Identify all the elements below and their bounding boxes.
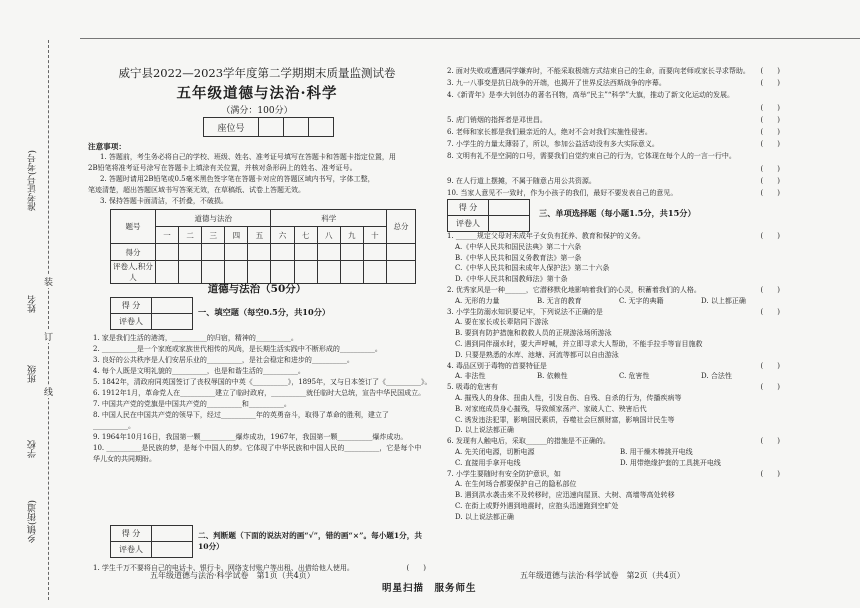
note-line: 3. 保持答题卡面清洁，不折叠，不破损。 bbox=[100, 197, 228, 206]
score-row-label: 得分 bbox=[111, 244, 156, 261]
choice-option: C. 无字的典籍 bbox=[619, 296, 664, 305]
fill-question: 9. 1964年10月16日，我国第一颗__________爆炸成功，1967年，我国第一颗__________爆炸成功。 bbox=[93, 433, 408, 441]
part1-questions bbox=[93, 333, 432, 465]
choice-option: D. 以上说法都正确 bbox=[455, 512, 514, 521]
fill-question: 2. __________是一个家庭或家族世代相传的风尚，是长期生活实践中不断形成的__________。 bbox=[93, 345, 382, 353]
part3-score-box bbox=[447, 199, 530, 232]
choice-question: 3. 小学生防溺水知识要记牢，下列说法不正确的是 ( ) bbox=[447, 307, 780, 316]
notes-block bbox=[88, 141, 426, 207]
judge-question-text: 5. 虎门销烟的指挥者是邓世昌。 bbox=[447, 115, 547, 124]
seat-cell bbox=[309, 118, 334, 137]
fill-question: 5. 1842年，清政府同英国签订了丧权辱国的中英《__________》，1895年，又与日本签订了《__________》。 bbox=[93, 378, 432, 386]
top-border-line bbox=[80, 38, 860, 39]
class-label: 班级 bbox=[28, 365, 38, 383]
note-line: 笔迹清楚，超出答题区域书写答案无效，在草稿纸、试卷上答题无效。 bbox=[88, 186, 305, 195]
school-label: 学校 bbox=[28, 440, 38, 458]
note-line: 2B铅笔将准考证号涂写在答题卡上填涂有关位置，并核对条形码上的姓名、准考证号。 bbox=[88, 164, 357, 173]
answer-paren: ( ) bbox=[406, 564, 426, 572]
fill-question: 4. 每个人既是文明礼貌的__________，也是和谐生活的__________。 bbox=[93, 367, 305, 375]
score-table-header-science: 科学 bbox=[271, 210, 387, 227]
judge-question: 6. 老师和家长都是我们最亲近的人，绝对不会对我们实施性侵害。 ( ) bbox=[447, 128, 780, 137]
binding-strip bbox=[8, 40, 76, 600]
score-table-header-total: 总分 bbox=[387, 210, 416, 244]
score-col: 九 bbox=[340, 227, 363, 244]
judge-question-text: 1. 学生千万不要将自己的电话卡、银行卡、网络支付账户等出租、出借给他人使用。 bbox=[93, 564, 354, 572]
answer-paren: ( ) bbox=[760, 103, 780, 112]
judge-question: 9. 在人行道上摆摊，不属于随意占用公共资源。 ( ) bbox=[447, 176, 780, 185]
judge-question-text: 10. 当家人意见不一致时，作为小孩子的我们，最好不要发表自己的意见。 bbox=[447, 189, 678, 198]
part2-title bbox=[198, 530, 426, 552]
choice-option: C. 诱发违法犯罪，影响国民素质，吞噬社会巨额财富，影响国计民生等 bbox=[455, 415, 675, 424]
choice-option: C.《中华人民共和国未成年人保护法》第二十六条 bbox=[455, 264, 610, 273]
part2-score-box bbox=[110, 525, 193, 558]
judge-question-text: 9. 在人行道上摆摊，不属于随意占用公共资源。 bbox=[447, 176, 596, 185]
choice-option: B. 用干燥木棒挑开电线 bbox=[620, 447, 693, 456]
score-col: 七 bbox=[294, 227, 317, 244]
score-col: 十 bbox=[363, 227, 386, 244]
choice-question: 6. 发现有人触电后，采取______的措施是不正确的。 ( ) bbox=[447, 437, 780, 446]
judge-question: 3. 九一八事变是抗日战争的开端，也揭开了世界反法西斯战争的序幕。 ( ) bbox=[447, 79, 780, 88]
score-table-header-num: 题号 bbox=[111, 210, 156, 244]
seat-number-box bbox=[203, 117, 334, 137]
score-col: 五 bbox=[248, 227, 271, 244]
part1-score-box bbox=[110, 297, 193, 330]
judge-question bbox=[447, 89, 780, 101]
fill-question: 1. 家是我们生活的港湾，__________的归宿，精神的__________。 bbox=[93, 334, 298, 342]
choice-question: 1. ______规定父母对未成年子女负有抚养、教育和保护的义务。 ( ) bbox=[447, 232, 780, 240]
score-col: 三 bbox=[202, 227, 225, 244]
choice-option: D. 只要是熟悉的水库、池塘、河流等都可以自由游泳 bbox=[455, 350, 619, 359]
choice-options-row bbox=[447, 458, 780, 469]
choice-option: C. 遇到同伴溺水时，要大声呼喊，并立即寻求大人帮助，不能手拉手等盲目施救 bbox=[455, 339, 703, 348]
score-box-label: 得 分 bbox=[111, 298, 152, 314]
choice-option: D. 用带绝缘护套的工具挑开电线 bbox=[620, 458, 721, 467]
choice-option: B. 无言的教育 bbox=[537, 296, 582, 305]
name-label: 姓名 bbox=[28, 295, 38, 313]
fill-question: 8. 中国人民在中国共产党的领导下，经过__________年的英勇奋斗，取得了革命的胜利，建立了__________。 bbox=[93, 411, 389, 430]
choice-options-row bbox=[447, 447, 780, 458]
seat-cell bbox=[284, 118, 309, 137]
choice-option: C. 直接用手拿开电线 bbox=[455, 458, 521, 467]
notes-title: 注意事项： bbox=[88, 142, 126, 151]
judge-question-text: 4.《新青年》是李大钊创办的著名刊物，高举“民主”“科学”大旗，推动了新文化运动的发展。 bbox=[447, 91, 734, 100]
judge-question-text: 2. 面对失败或遭遇同学嫌弃时，不能采取极端方式结束自己的生命，而要向老师或家长寻求帮助。 bbox=[447, 67, 750, 75]
choice-question: 7. 小学生要随时有安全防护意识，如 ( ) bbox=[447, 469, 780, 478]
binding-mark-ding: 订 bbox=[44, 330, 53, 343]
score-col: 六 bbox=[271, 227, 294, 244]
choice-question: 4. 毒品区别于毒物的首要特征是 ( ) bbox=[447, 361, 780, 370]
seat-cell bbox=[259, 118, 284, 137]
choice-option: D. 合法性 bbox=[701, 372, 732, 381]
choice-options-row bbox=[447, 296, 780, 307]
choice-option: A. 在生何场合都要保护自己的隐私部位 bbox=[455, 480, 577, 489]
fill-question: 10. __________是民族的梦，是每个中国人的梦。它体现了中华民族和中国人民的__________，它是每个中华儿女的共同期盼。 bbox=[93, 444, 422, 463]
choice-option: A. 摧残人的身体、扭曲人性，引发自伤、自残、自杀的行为，传播疾病等 bbox=[455, 393, 682, 402]
choice-option: A. 要在家长或长辈陪同下游泳 bbox=[455, 318, 549, 327]
binding-mark-xian: 线 bbox=[44, 385, 53, 398]
page2-footer: 五年级道德与法治·科学试卷 第2页（共4页） bbox=[520, 571, 685, 580]
choice-option: D.《中华人民共和国教师法》第十条 bbox=[455, 275, 568, 284]
judge-question-text: 7. 小学生的力量太薄弱了，所以，参加公益活动没有多大实际意义。 bbox=[447, 140, 659, 149]
choice-option: A.《中华人民共和国民法典》第二十六条 bbox=[455, 242, 582, 251]
score-box-label: 得 分 bbox=[448, 200, 489, 216]
full-score: （满分：100分） bbox=[221, 106, 293, 116]
fill-question: 3. 良好的公共秩序是人们安居乐业的__________，是社会稳定和进步的__________。 bbox=[93, 356, 354, 364]
judge-question: 10. 当家人意见不一致时，作为小孩子的我们，最好不要发表自己的意见。 ( ) bbox=[447, 189, 780, 198]
score-col: 八 bbox=[317, 227, 340, 244]
binding-mark-zhuang: 装 bbox=[44, 275, 53, 288]
score-table bbox=[110, 209, 416, 284]
judge-question-text: 8. 文明有礼不是空洞的口号，需要我们自觉约束自己的行为，它体现在每个人的一言一行中。 bbox=[447, 152, 736, 161]
part2-title-a: 二、判断题（下面的说法对的画“√”，错的画“×”。每小题1分，共 bbox=[198, 531, 422, 540]
page1-footer: 五年级道德与法治·科学试卷 第1页（共4页） bbox=[150, 571, 315, 580]
score-col: 二 bbox=[179, 227, 202, 244]
judge-question-text: 6. 老师和家长都是我们最亲近的人，绝对不会对我们实施性侵害。 bbox=[447, 128, 652, 137]
part3-title: 三、单项选择题（每小题1.5分，共15分） bbox=[539, 208, 696, 218]
choice-question: 2. 优秀家风是一种______，它潜移默化地影响着我们的心灵，积蓄着我们的人格。 ( ) bbox=[447, 285, 780, 294]
judge-question: 2. 面对失败或遭遇同学嫌弃时，不能采取极端方式结束自己的生命，而要向老师或家长寻求帮助。 ( ) bbox=[447, 67, 780, 75]
part1-title: 一、填空题（每空0.5分，共10分） bbox=[198, 307, 331, 317]
exam-number-label: 准考证号(考号) bbox=[28, 150, 38, 212]
score-table-header-moral: 道德与法治 bbox=[156, 210, 271, 227]
page-title: 五年级道德与法治·科学 bbox=[176, 85, 338, 102]
note-line: 2. 答题时请用2B铅笔或0.5毫米黑色签字笔在答题卡对应的答题区域内书写，字体工整， bbox=[100, 175, 375, 184]
score-col: 一 bbox=[156, 227, 179, 244]
note-line: 1. 答题前，考生务必将自己的学校、班级、姓名、准考证号填写在答题卡和答题卡指定位置，用 bbox=[100, 153, 396, 162]
judge-question: 5. 虎门销烟的指挥者是邓世昌。 ( ) bbox=[447, 115, 780, 124]
choice-option: B. 要到有防护措施和救救人员的正规游泳场所游泳 bbox=[455, 329, 612, 338]
part2-title-b: 10分） bbox=[198, 542, 224, 551]
grader-box-label: 评卷人 bbox=[448, 216, 489, 232]
choice-option: A. 先关闭电源，切断电源 bbox=[455, 447, 535, 456]
choice-question: 5. 吸毒的危害有 ( ) bbox=[447, 383, 780, 392]
choice-option: B. 对家庭成员身心摧残，导致倾家荡产、家破人亡、殃害后代 bbox=[455, 404, 647, 413]
binding-cut-line bbox=[48, 40, 49, 600]
choice-option: A. 无形的力量 bbox=[455, 296, 500, 305]
choice-options-row bbox=[447, 371, 780, 382]
score-box-label: 得 分 bbox=[111, 526, 152, 542]
grader-box-label: 评卷人 bbox=[111, 314, 152, 330]
judge-question: 7. 小学生的力量太薄弱了，所以，参加公益活动没有多大实际意义。 ( ) bbox=[447, 140, 780, 149]
choice-option: B. 遇到洪水袭击来不及转移时，应迅速向屋顶、大树、高墙等高处转移 bbox=[455, 491, 675, 500]
choice-option: B. 依赖性 bbox=[537, 372, 568, 381]
choice-option: C. 在街上或野外遇到地震时，应抱头迅速跑到空旷处 bbox=[455, 501, 619, 510]
part3-questions bbox=[447, 231, 780, 523]
judge-list bbox=[447, 65, 780, 199]
choice-option: D. 以上都正确 bbox=[701, 296, 746, 305]
section-heading: 道德与法治（50分） bbox=[207, 283, 307, 295]
judge-question bbox=[447, 150, 780, 162]
town-label: 乡镇(街道) bbox=[28, 500, 38, 544]
fill-question: 7. 中国共产党的党旗是中国共产党的__________和__________。 bbox=[93, 400, 291, 408]
grader-row-label: 评卷人,积分人 bbox=[111, 261, 156, 284]
fill-question: 6. 1912年1月，革命党人在__________建立了临时政府，__________就任临时大总统，宣告中华民国成立。 bbox=[93, 389, 426, 397]
choice-option: C. 危害性 bbox=[619, 372, 650, 381]
choice-option: D. 以上说法都正确 bbox=[455, 426, 514, 435]
grader-box-label: 评卷人 bbox=[111, 542, 152, 558]
judge-question-text: 3. 九一八事变是抗日战争的开端，也揭开了世界反法西斯战争的序幕。 bbox=[447, 79, 666, 88]
school-exam-title: 威宁县2022—2023学年度第二学期期末质量监测试卷 bbox=[118, 66, 396, 80]
answer-paren: ( ) bbox=[760, 164, 780, 173]
choice-option: A. 非法性 bbox=[455, 372, 486, 381]
scanner-watermark: 明星扫描 服务师生 bbox=[382, 583, 477, 594]
score-col: 四 bbox=[225, 227, 248, 244]
seat-label: 座位号 bbox=[204, 118, 259, 137]
choice-option: B.《中华人民共和国义务教育法》第一条 bbox=[455, 253, 582, 262]
